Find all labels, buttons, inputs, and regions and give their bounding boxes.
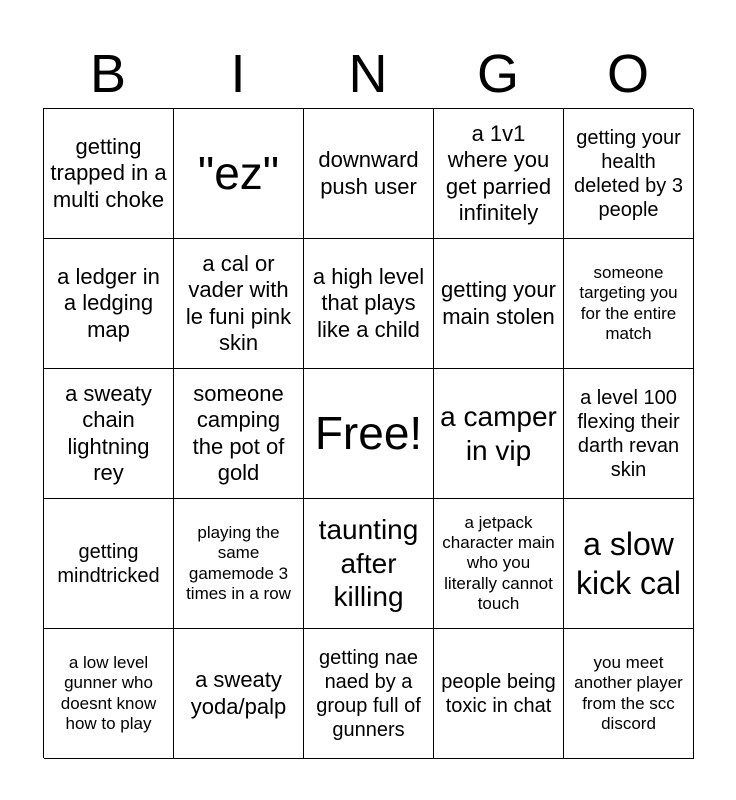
bingo-cell[interactable] — [304, 109, 434, 239]
cell-text: getting your main stolen — [441, 277, 556, 329]
header-letter-g: G — [476, 44, 519, 104]
cell-text: a level 100 flexing their darth revan skin — [577, 386, 680, 481]
cell-text: downward push user — [318, 147, 419, 199]
cell-text: a sweaty chain lightning rey — [65, 380, 152, 485]
cell-text: a jetpack character main who you literally cannot touch — [442, 512, 555, 614]
cell-text: someone targeting you for the entire match — [579, 262, 678, 343]
bingo-header — [43, 40, 693, 108]
cell-text: someone camping the pot of gold — [192, 380, 285, 485]
cell-text: taunting after killing — [318, 514, 419, 613]
free-space-text: Free! — [314, 406, 423, 459]
cell-text: getting mindtricked — [57, 540, 160, 587]
free-space-cell[interactable] — [304, 369, 434, 499]
bingo-cell[interactable] — [174, 369, 304, 499]
bingo-cell[interactable] — [434, 369, 564, 499]
cell-text: a slow kick cal — [576, 526, 681, 601]
bingo-cell[interactable] — [564, 499, 694, 629]
header-letter-o: O — [606, 44, 649, 104]
bingo-cell[interactable] — [564, 239, 694, 369]
cell-text: a sweaty yoda/palp — [190, 667, 287, 719]
header-letter-i: I — [230, 44, 246, 104]
bingo-cell[interactable] — [44, 629, 174, 759]
bingo-cell[interactable] — [434, 239, 564, 369]
bingo-cell[interactable] — [174, 629, 304, 759]
cell-text: getting trapped in a multi choke — [50, 133, 167, 212]
bingo-cell[interactable] — [564, 629, 694, 759]
bingo-cell[interactable] — [174, 239, 304, 369]
bingo-cell[interactable] — [434, 499, 564, 629]
bingo-cell[interactable] — [44, 369, 174, 499]
cell-text: a camper in vip — [440, 400, 557, 466]
bingo-cell[interactable] — [304, 239, 434, 369]
header-letter-b: B — [89, 44, 127, 104]
cell-text: a 1v1 where you get parried infinitely — [445, 120, 552, 225]
bingo-cell[interactable] — [304, 499, 434, 629]
bingo-cell[interactable] — [304, 629, 434, 759]
bingo-cell[interactable] — [434, 629, 564, 759]
cell-text: getting nae naed by a group full of gunners — [316, 646, 421, 741]
cell-text: people being toxic in chat — [441, 670, 556, 717]
cell-text: getting your health deleted by 3 people — [574, 126, 683, 221]
bingo-cell[interactable] — [44, 239, 174, 369]
bingo-cell[interactable] — [434, 109, 564, 239]
bingo-board — [43, 108, 693, 758]
bingo-cell[interactable] — [564, 369, 694, 499]
bingo-cell[interactable] — [44, 499, 174, 629]
cell-text: playing the same gamemode 3 times in a row — [186, 522, 291, 603]
cell-text: "ez" — [197, 146, 280, 199]
cell-text: a ledger in a ledging map — [57, 263, 160, 342]
bingo-cell[interactable] — [174, 109, 304, 239]
cell-text: a high level that plays like a child — [312, 263, 425, 342]
cell-text: a cal or vader with le funi pink skin — [185, 250, 292, 355]
cell-text: a low level gunner who doesnt know how to play — [60, 652, 157, 733]
header-letter-n: N — [348, 44, 388, 104]
cell-text: you meet another player from the scc discord — [574, 652, 683, 733]
bingo-cell[interactable] — [174, 499, 304, 629]
bingo-cell[interactable] — [564, 109, 694, 239]
bingo-cell[interactable] — [44, 109, 174, 239]
